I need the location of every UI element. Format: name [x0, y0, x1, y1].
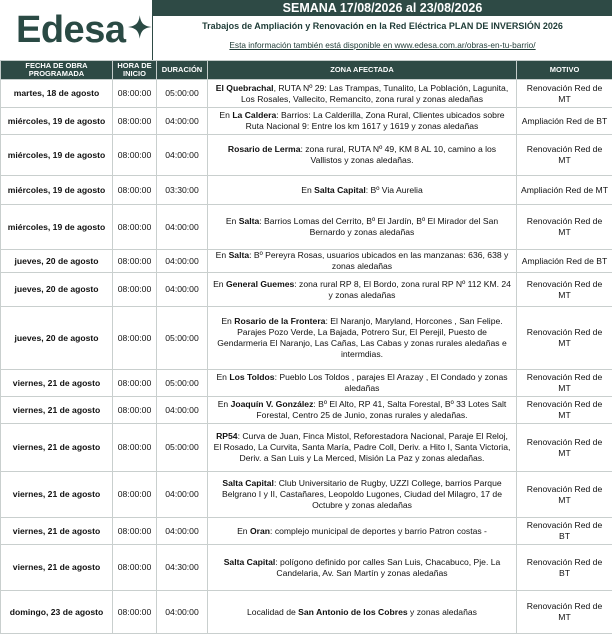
header-info	[153, 0, 612, 60]
zone-detail: y zonas aledañas	[407, 606, 477, 617]
zone-location: Los Toldos	[229, 372, 275, 382]
zone-detail: , RUTA Nº 29: Las Trampas, Tunalito, La Población, Lagunita, Los Rosales, Vallecito, Remancito, zona rural y zonas aledañas	[240, 82, 509, 104]
row-zone	[208, 518, 517, 545]
zone-detail: : Curva de Juan, Finca Mistol, Reforestadora Nacional, Paraje El Reloj, El Rosado, La Curvita, Santa María, Padre Coll, Deriv. a Hito I, Santa Victoria, Deriv. a San Luis y La Merced, Misión La Paz y zonas aledañas.	[213, 431, 511, 463]
row-zone	[208, 176, 517, 205]
row-start-time: 08:00:00	[113, 397, 157, 424]
zone-location: Salta Capital	[314, 184, 366, 195]
row-duration: 04:30:00	[157, 545, 208, 591]
row-start-time: 08:00:00	[113, 307, 157, 370]
table-row	[1, 472, 612, 518]
row-reason: Renovación Red de MT	[517, 273, 612, 307]
row-reason: Renovación Red de MT	[517, 591, 612, 634]
zone-location: Salta	[228, 250, 250, 260]
row-reason: Ampliación Red de MT	[517, 176, 612, 205]
row-reason: Renovación Red de MT	[517, 135, 612, 176]
row-duration: 05:00:00	[157, 424, 208, 472]
row-reason: Ampliación Red de BT	[517, 108, 612, 135]
zone-location: RP54	[216, 431, 238, 441]
zone-prefix: En	[213, 278, 226, 289]
zone-prefix: En	[301, 184, 315, 195]
zone-detail: : El Naranjo, Maryland, Horcones , San Felipe. Parajes Pozo Verde, La Bajada, Potrero Sur, El Perejil, Puesto de Gendarmeria El Naranjo, Las Cañas, Las Cabas y zonas rurales aledañas e intermdias.	[217, 316, 507, 359]
row-zone	[208, 591, 517, 634]
zone-location: Salta Capital	[223, 556, 276, 567]
website-info-link[interactable]: Esta información también está disponible en www.edesa.com.ar/obras-en-tu-barrio/	[229, 40, 536, 50]
table-row	[1, 307, 612, 370]
zone-prefix: En	[215, 250, 229, 260]
column-header-start: HORA DE INICIO	[113, 61, 157, 80]
zone-prefix: En	[219, 110, 233, 120]
row-reason: Renovación Red de BT	[517, 518, 612, 545]
row-zone	[208, 307, 517, 370]
edesa-logo: Edesa	[16, 8, 126, 51]
row-reason: Renovación Red de MT	[517, 205, 612, 250]
zone-detail: : polígono definido por calles San Luis, Chacabuco, Pje. La Candelaria, Av. San Martín y zonas aledañas	[275, 556, 501, 578]
row-duration: 04:00:00	[157, 591, 208, 634]
row-date: jueves, 20 de agosto	[1, 250, 113, 273]
row-duration: 04:00:00	[157, 250, 208, 273]
column-header-duration: DURACIÓN	[157, 61, 208, 80]
row-date: domingo, 23 de agosto	[1, 591, 113, 634]
star-icon	[128, 14, 152, 40]
row-duration: 03:30:00	[157, 176, 208, 205]
table-row	[1, 591, 612, 634]
row-reason: Renovación Red de BT	[517, 545, 612, 591]
row-date: viernes, 21 de agosto	[1, 472, 113, 518]
table-row	[1, 250, 612, 273]
row-zone	[208, 370, 517, 397]
table-row	[1, 135, 612, 176]
row-date: viernes, 21 de agosto	[1, 397, 113, 424]
row-zone	[208, 472, 517, 518]
table-header-row	[1, 61, 612, 80]
row-date: miércoles, 19 de agosto	[1, 135, 113, 176]
row-reason: Renovación Red de MT	[517, 307, 612, 370]
zone-prefix: En	[237, 525, 250, 536]
row-zone	[208, 273, 517, 307]
row-date: miércoles, 19 de agosto	[1, 205, 113, 250]
table-row	[1, 370, 612, 397]
table-row	[1, 176, 612, 205]
zone-location: San Antonio de los Cobres	[298, 606, 408, 617]
zone-detail: : Bº Pereyra Rosas, usuarios ubicados en las manzanas: 636, 638 y zonas aledañas	[249, 250, 509, 271]
row-start-time: 08:00:00	[113, 80, 157, 108]
zone-detail: : Pueblo Los Toldos , parajes El Arazay , El Condado y zonas aledañas	[274, 372, 508, 393]
row-date: viernes, 21 de agosto	[1, 545, 113, 591]
week-title: SEMANA 17/08/2026 al 23/08/2026	[153, 0, 612, 16]
row-date: miércoles, 19 de agosto	[1, 176, 113, 205]
row-date: miércoles, 19 de agosto	[1, 108, 113, 135]
row-zone	[208, 205, 517, 250]
column-header-date: FECHA DE OBRA PROGRAMADA	[1, 61, 113, 80]
column-header-reason: MOTIVO	[517, 61, 612, 80]
table-row	[1, 273, 612, 307]
zone-detail: : Barrios: La Calderilla, Zona Rural, Clientes ubicados sobre Ruta Nacional 9: Entre los km 1617 y 1619 y zonas aledañas	[245, 110, 505, 131]
logo-area	[0, 0, 153, 60]
row-start-time: 08:00:00	[113, 591, 157, 634]
zone-detail: : complejo municipal de deportes y barrio Patron costas -	[270, 525, 487, 536]
table-row	[1, 205, 612, 250]
row-duration: 04:00:00	[157, 205, 208, 250]
row-zone	[208, 80, 517, 108]
row-start-time: 08:00:00	[113, 424, 157, 472]
zone-detail: : zona rural, RUTA Nº 49, KM 8 AL 10, camino a los Vallistos y zonas aledañas.	[300, 144, 497, 165]
row-zone	[208, 135, 517, 176]
row-reason: Renovación Red de MT	[517, 80, 612, 108]
row-zone	[208, 424, 517, 472]
row-start-time: 08:00:00	[113, 135, 157, 176]
row-duration: 05:00:00	[157, 307, 208, 370]
row-start-time: 08:00:00	[113, 472, 157, 518]
zone-location: Rosario de la Frontera	[234, 316, 326, 326]
row-reason: Renovación Red de MT	[517, 424, 612, 472]
row-zone	[208, 108, 517, 135]
row-zone	[208, 250, 517, 273]
zone-location: La Caldera	[232, 110, 277, 120]
zone-location: Oran	[249, 525, 271, 536]
table-row	[1, 518, 612, 545]
zone-location: Salta	[238, 216, 260, 226]
zone-prefix: En	[225, 216, 239, 226]
zone-prefix: Localidad de	[247, 606, 299, 617]
row-reason: Ampliación Red de BT	[517, 250, 612, 273]
row-start-time: 08:00:00	[113, 250, 157, 273]
table-row	[1, 80, 612, 108]
row-start-time: 08:00:00	[113, 370, 157, 397]
zone-detail: : zona rural RP 8, El Bordo, zona rural RP Nº 112 KM. 24 y zonas aledañas	[294, 278, 511, 300]
zone-prefix: En	[216, 372, 230, 382]
zone-location: Rosario de Lerma	[227, 144, 301, 154]
row-start-time: 08:00:00	[113, 176, 157, 205]
row-zone	[208, 545, 517, 591]
row-date: jueves, 20 de agosto	[1, 307, 113, 370]
zone-detail: : Club Universitario de Rugby, UZZI College, barrios Parque Belgrano I y II, Castañares, Leopoldo Lugones, Ciudad del Milagro, 17 de Octubre y zonas aledañas	[222, 478, 502, 510]
zone-location: Salta Capital	[222, 478, 274, 488]
row-duration: 05:00:00	[157, 370, 208, 397]
row-duration: 05:00:00	[157, 80, 208, 108]
zone-detail: : Barrios Lomas del Cerrito, Bº El Jardín, Bº El Mirador del San Bernardo y zonas aledañas	[259, 216, 499, 237]
row-date: viernes, 21 de agosto	[1, 424, 113, 472]
row-date: viernes, 21 de agosto	[1, 518, 113, 545]
row-date: martes, 18 de agosto	[1, 80, 113, 108]
zone-detail: : Bº Via Aurelia	[365, 184, 423, 195]
row-duration: 04:00:00	[157, 397, 208, 424]
row-reason: Renovación Red de MT	[517, 397, 612, 424]
row-duration: 04:00:00	[157, 472, 208, 518]
zone-prefix: En	[217, 399, 231, 409]
row-reason: Renovación Red de MT	[517, 472, 612, 518]
row-zone	[208, 397, 517, 424]
row-date: jueves, 20 de agosto	[1, 273, 113, 307]
table-row	[1, 545, 612, 591]
zone-location: General Guemes	[225, 278, 295, 289]
row-duration: 04:00:00	[157, 518, 208, 545]
zone-detail: : Bº El Alto, RP 41, Salta Forestal, Bº 33 Lotes Salt Forestal, Centro 25 de Junio, zonas rurales y aledañas.	[256, 399, 507, 420]
document-subtitle: Trabajos de Ampliación y Renovación en la Red Eléctrica PLAN DE INVERSIÓN 2026	[202, 21, 563, 31]
row-date: viernes, 21 de agosto	[1, 370, 113, 397]
column-header-zone: ZONA AFECTADA	[208, 61, 517, 80]
row-start-time: 08:00:00	[113, 205, 157, 250]
row-start-time: 08:00:00	[113, 108, 157, 135]
table-row	[1, 397, 612, 424]
row-duration: 04:00:00	[157, 273, 208, 307]
row-reason: Renovación Red de MT	[517, 370, 612, 397]
table-row	[1, 424, 612, 472]
table-row	[1, 108, 612, 135]
zone-location: El Quebrachal	[215, 82, 274, 93]
row-duration: 04:00:00	[157, 135, 208, 176]
row-start-time: 08:00:00	[113, 545, 157, 591]
row-start-time: 08:00:00	[113, 518, 157, 545]
schedule-table	[0, 60, 612, 634]
zone-location: Joaquín V. González	[230, 399, 314, 409]
row-start-time: 08:00:00	[113, 273, 157, 307]
zone-prefix: En	[221, 316, 235, 326]
row-duration: 04:00:00	[157, 108, 208, 135]
